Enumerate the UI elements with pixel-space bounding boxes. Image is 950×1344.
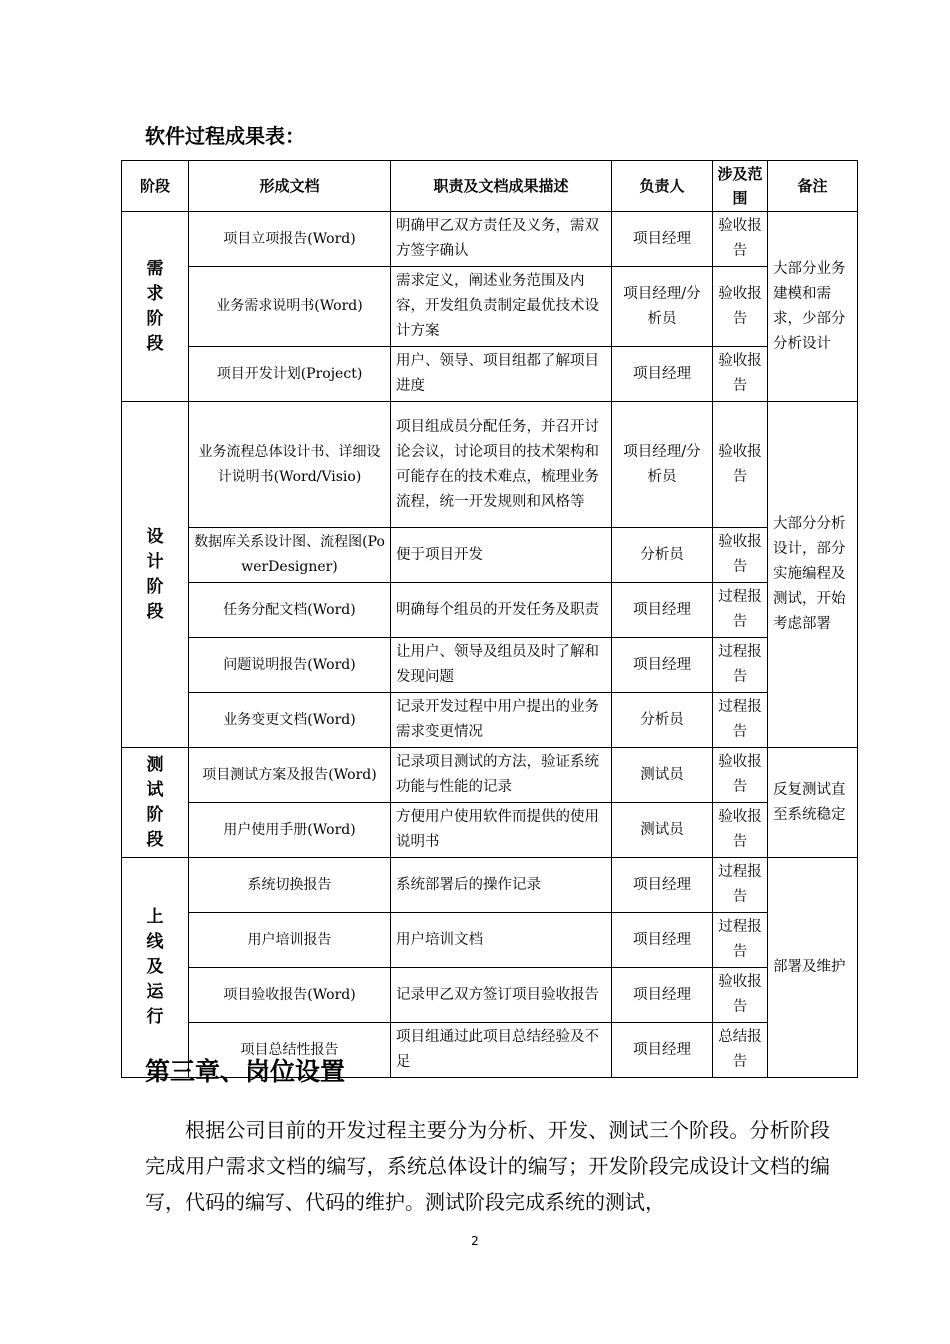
table-row xyxy=(122,212,858,267)
scope-cell: 过程报告 xyxy=(713,858,768,913)
table-row xyxy=(122,913,858,968)
description-cell: 让用户、领导及组员及时了解和发现问题 xyxy=(391,638,612,693)
scope-cell: 过程报告 xyxy=(713,693,768,748)
document-cell: 业务流程总体设计书、详细设计说明书(Word/Visio) xyxy=(189,402,391,528)
owner-cell: 分析员 xyxy=(612,528,713,583)
description-cell: 记录甲乙双方签订项目验收报告 xyxy=(391,968,612,1023)
table-row xyxy=(122,968,858,1023)
owner-cell: 测试员 xyxy=(612,803,713,858)
owner-cell: 项目经理 xyxy=(612,858,713,913)
table-row xyxy=(122,858,858,913)
process-results-table xyxy=(121,160,858,1078)
document-cell: 项目总结性报告 xyxy=(189,1023,391,1078)
table-row xyxy=(122,638,858,693)
description-cell: 需求定义，阐述业务范围及内容，开发组负责制定最优技术设计方案 xyxy=(391,267,612,347)
owner-cell: 项目经理 xyxy=(612,1023,713,1078)
table-row xyxy=(122,693,858,748)
header-scope: 涉及范围 xyxy=(713,161,768,212)
owner-cell: 项目经理/分析员 xyxy=(612,267,713,347)
header-note: 备注 xyxy=(768,161,858,212)
owner-cell: 项目经理 xyxy=(612,968,713,1023)
table-row xyxy=(122,402,858,528)
table-row xyxy=(122,347,858,402)
header-description: 职责及文档成果描述 xyxy=(391,161,612,212)
table-row xyxy=(122,748,858,803)
table-row xyxy=(122,528,858,583)
document-cell: 数据库关系设计图、流程图(PowerDesigner) xyxy=(189,528,391,583)
body-paragraph: 根据公司目前的开发过程主要分为分析、开发、测试三个阶段。分析阶段完成用户需求文档的编写，系统总体设计的编写；开发阶段完成设计文档的编写，代码的编写、代码的维护。测试阶段完成系统的测试， xyxy=(145,1118,830,1214)
document-cell: 项目测试方案及报告(Word) xyxy=(189,748,391,803)
stage-cell xyxy=(122,858,189,1078)
header-document: 形成文档 xyxy=(189,161,391,212)
description-cell: 记录项目测试的方法，验证系统功能与性能的记录 xyxy=(391,748,612,803)
description-cell: 项目组成员分配任务，并召开讨论会议，讨论项目的技术架构和可能存在的技术难点，梳理业务流程，统一开发规则和风格等 xyxy=(391,402,612,528)
table-row xyxy=(122,583,858,638)
note-cell: 大部分业务建模和需求，少部分分析设计 xyxy=(768,212,858,402)
header-stage: 阶段 xyxy=(122,161,189,212)
description-cell: 用户、领导、项目组都了解项目进度 xyxy=(391,347,612,402)
table-row xyxy=(122,267,858,347)
description-cell: 系统部署后的操作记录 xyxy=(391,858,612,913)
owner-cell: 项目经理 xyxy=(612,583,713,638)
stage-cell xyxy=(122,748,189,858)
document-cell: 用户使用手册(Word) xyxy=(189,803,391,858)
note-cell: 大部分分析设计，部分实施编程及测试，开始考虑部署 xyxy=(768,402,858,748)
document-cell: 项目开发计划(Project) xyxy=(189,347,391,402)
document-cell: 项目验收报告(Word) xyxy=(189,968,391,1023)
document-cell: 任务分配文档(Word) xyxy=(189,583,391,638)
owner-cell: 项目经理 xyxy=(612,347,713,402)
owner-cell: 项目经理 xyxy=(612,212,713,267)
description-cell: 用户培训文档 xyxy=(391,913,612,968)
owner-cell: 项目经理/分析员 xyxy=(612,402,713,528)
scope-cell: 过程报告 xyxy=(713,583,768,638)
table-body xyxy=(122,212,858,1078)
scope-cell: 总结报告 xyxy=(713,1023,768,1078)
description-cell: 明确甲乙双方责任及义务，需双方签字确认 xyxy=(391,212,612,267)
page-number: 2 xyxy=(471,1234,479,1248)
scope-cell: 验收报告 xyxy=(713,212,768,267)
document-cell: 问题说明报告(Word) xyxy=(189,638,391,693)
section-title: 软件过程成果表： xyxy=(145,124,305,148)
description-cell: 便于项目开发 xyxy=(391,528,612,583)
scope-cell: 验收报告 xyxy=(713,803,768,858)
table-header-row xyxy=(122,161,858,212)
scope-cell: 过程报告 xyxy=(713,638,768,693)
document-cell: 业务变更文档(Word) xyxy=(189,693,391,748)
owner-cell: 项目经理 xyxy=(612,638,713,693)
description-cell: 项目组通过此项目总结经验及不足 xyxy=(391,1023,612,1078)
note-cell: 反复测试直至系统稳定 xyxy=(768,748,858,858)
table-row xyxy=(122,803,858,858)
document-cell: 系统切换报告 xyxy=(189,858,391,913)
owner-cell: 项目经理 xyxy=(612,913,713,968)
stage-label: 需求阶段 xyxy=(146,258,164,354)
stage-label: 设计阶段 xyxy=(146,526,164,622)
stage-cell xyxy=(122,402,189,748)
document-cell: 项目立项报告(Word) xyxy=(189,212,391,267)
scope-cell: 过程报告 xyxy=(713,913,768,968)
description-cell: 明确每个组员的开发任务及职责 xyxy=(391,583,612,638)
stage-cell xyxy=(122,212,189,402)
header-owner: 负责人 xyxy=(612,161,713,212)
owner-cell: 测试员 xyxy=(612,748,713,803)
scope-cell: 验收报告 xyxy=(713,748,768,803)
scope-cell: 验收报告 xyxy=(713,528,768,583)
document-cell: 用户培训报告 xyxy=(189,913,391,968)
scope-cell: 验收报告 xyxy=(713,267,768,347)
stage-label: 测试阶段 xyxy=(146,754,164,850)
description-cell: 记录开发过程中用户提出的业务需求变更情况 xyxy=(391,693,612,748)
scope-cell: 验收报告 xyxy=(713,402,768,528)
scope-cell: 验收报告 xyxy=(713,347,768,402)
owner-cell: 分析员 xyxy=(612,693,713,748)
stage-label: 上线及运行 xyxy=(146,907,164,1027)
scope-cell: 验收报告 xyxy=(713,968,768,1023)
description-cell: 方便用户使用软件而提供的使用说明书 xyxy=(391,803,612,858)
chapter-title: 第三章、岗位设置 xyxy=(145,1057,346,1086)
document-cell: 业务需求说明书(Word) xyxy=(189,267,391,347)
note-cell: 部署及维护 xyxy=(768,858,858,1078)
